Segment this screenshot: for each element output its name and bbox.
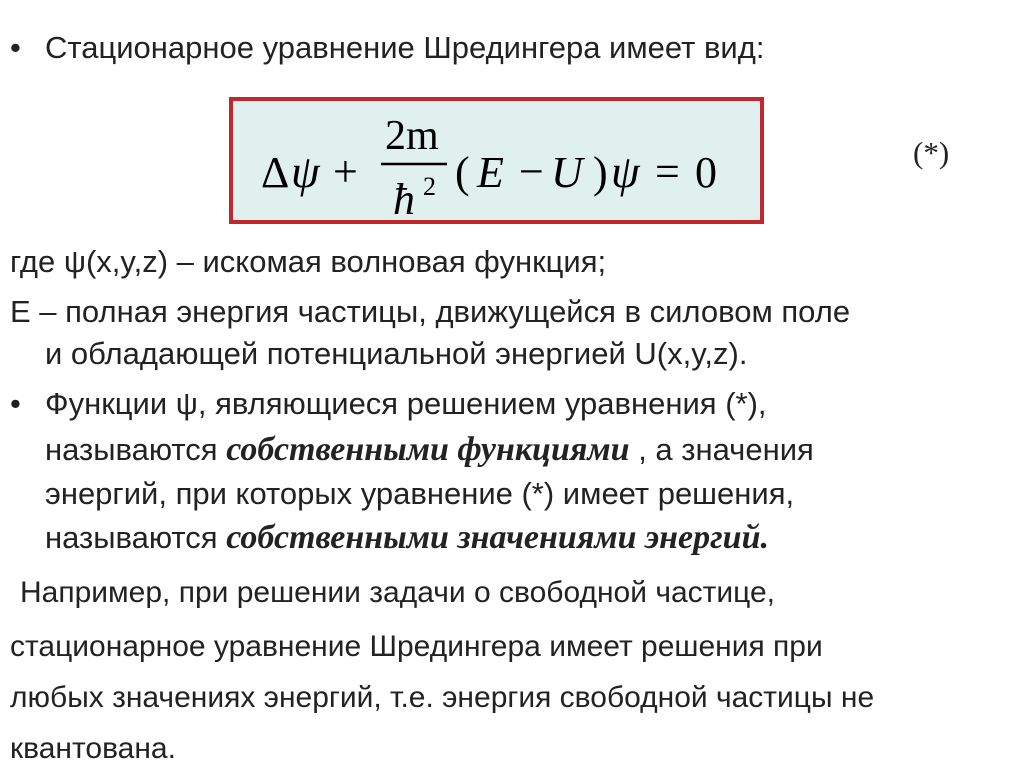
functions-text-2a: называются <box>45 432 227 467</box>
numerator-2m: 2m <box>385 113 439 159</box>
where-line: где ψ(x,y,z) – искомая волновая функция; <box>10 244 607 279</box>
eigenfunctions-term: собственными функциями <box>226 431 630 468</box>
example-line-1: Например, при решении задачи о свободной частице, <box>20 576 775 609</box>
eigenvalues-term: собственными значениями энергий. <box>226 519 769 556</box>
functions-line-3: энергий, при которых уравнение (*) имеет решения, <box>45 476 795 511</box>
bullet-icon: • <box>10 386 21 421</box>
equation-label: (*) <box>913 135 950 170</box>
psi-symbol: ψ <box>291 146 320 197</box>
psi-symbol: ψ <box>611 146 640 197</box>
schrodinger-equation <box>233 101 768 228</box>
zero: 0 <box>695 148 717 197</box>
functions-line-4 <box>45 520 769 556</box>
energy-line-2: и обладающей потенциальной энергией U(x,y,z). <box>45 336 748 371</box>
equals-sign: = <box>655 147 680 196</box>
example-line-4: квантована. <box>10 732 176 765</box>
right-paren: ) <box>593 148 608 197</box>
bullet-icon: • <box>10 30 21 65</box>
intro-text: Стационарное уравнение Шредингера имеет вид: <box>45 30 765 65</box>
exponent-2: 2 <box>423 172 436 201</box>
functions-text-4a: называются <box>45 520 227 555</box>
functions-line-2 <box>45 432 814 468</box>
functions-text-2b: , а значения <box>629 432 814 467</box>
minus-sign: − <box>519 147 544 196</box>
formula-box <box>229 97 764 224</box>
left-paren: ( <box>455 148 470 197</box>
potential-symbol: U <box>551 148 583 197</box>
functions-text-1: Функции ψ, являющиеся решением уравнения (*), <box>45 386 767 421</box>
plus-sign: + <box>333 147 358 196</box>
hbar-symbol: ħ <box>393 175 415 224</box>
energy-line-1: E – полная энергия частицы, движущейся в силовом поле <box>10 294 851 329</box>
energy-symbol: E <box>477 148 504 197</box>
laplacian-symbol: Δ <box>261 148 290 197</box>
example-line-2: стационарное уравнение Шредингера имеет решения при <box>10 630 823 663</box>
example-line-3: любых значениях энергий, т.е. энергия свободной частицы не <box>10 681 875 714</box>
